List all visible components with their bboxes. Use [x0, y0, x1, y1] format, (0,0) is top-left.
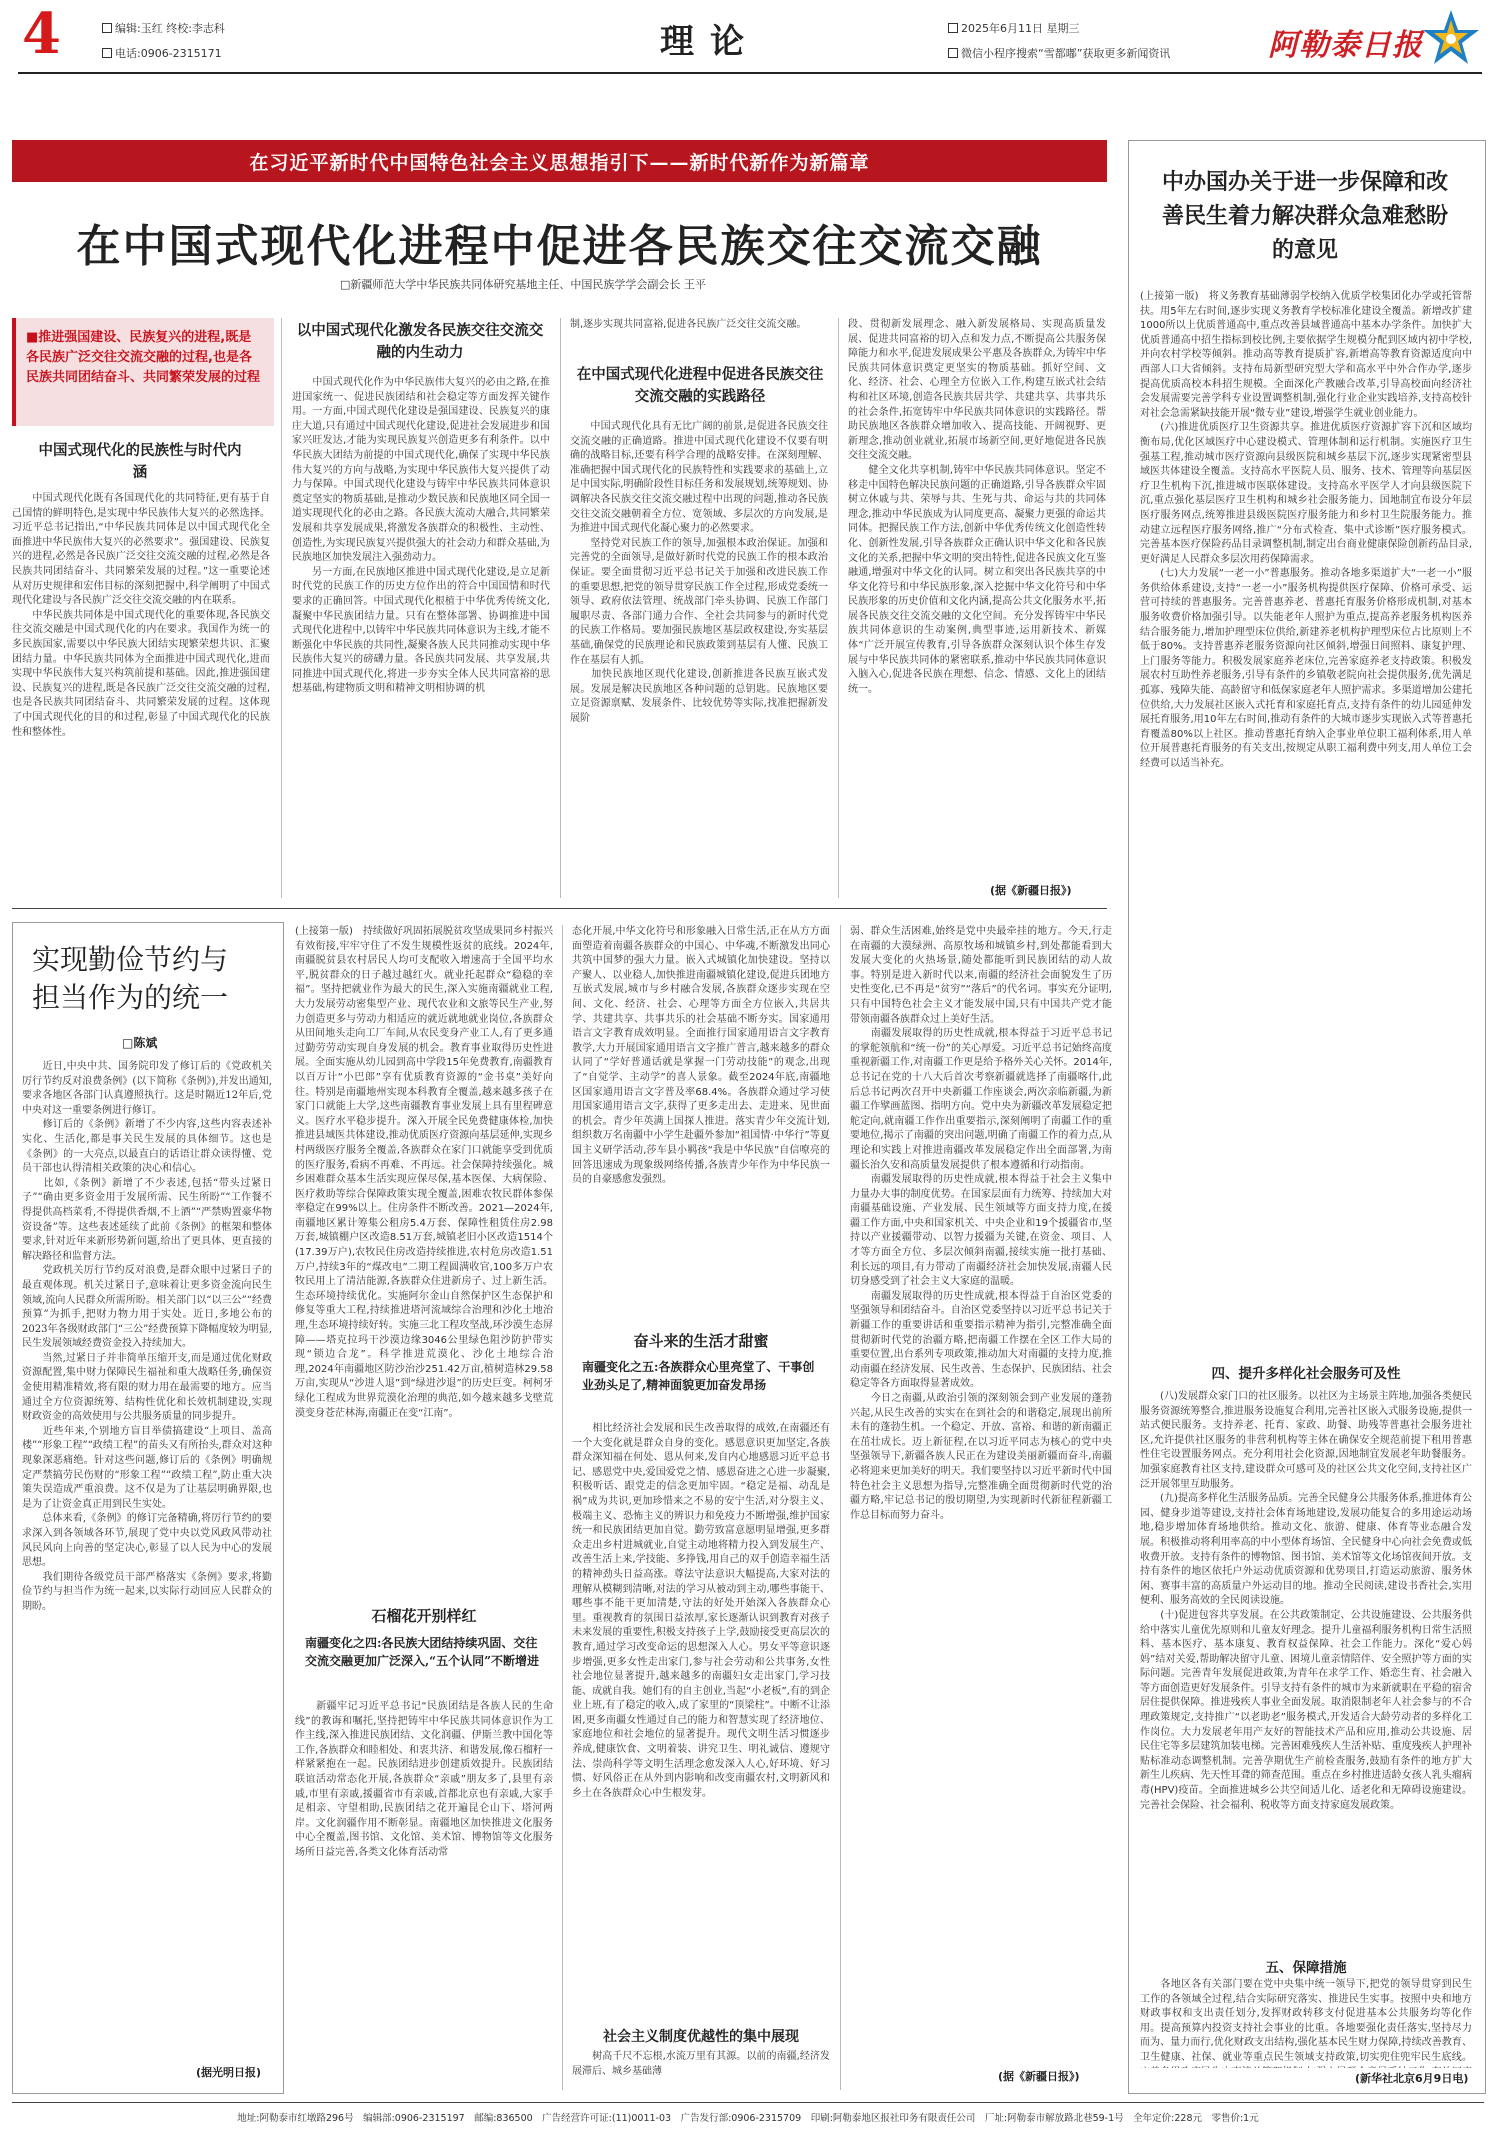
main-byline: □新疆师范大学中华民族共同体研究基地主任、中国民族学学会副会长 王平: [340, 278, 706, 291]
lead-struggle: 南疆变化之五:各族群众心里亮堂了、干事创业劲头足了,精神面貌更加奋发昂扬: [582, 1360, 815, 1392]
main-col3a-text: 制,逐步实现共同富裕,促进各民族广泛交往交流交融。: [570, 319, 807, 330]
col-divider: [840, 925, 841, 2090]
section-heading-2: 以中国式现代化激发各民族交往交流交融的内生动力: [296, 322, 544, 361]
star-logo-icon: [1420, 8, 1482, 70]
lower-credit: (据《新疆日报》): [998, 2070, 1080, 2083]
lower-col2-text: 态化开展,中华文化符号和形象融入日常生活,正在从方方面面塑造着南疆各族群众的中国心、中华魂,不断激发出同心共筑中国梦的强大力量。嵌入式城镇化加快建设。坚持以产聚人、以业稳人,加快推进南疆城镇化建设,促进兵团地方互嵌式发展,城市与乡村融合发展,各族群众逐步实现在空间、文化、经济、社会、心理等方面全方位嵌入,共居共学、共建共享、共事共乐的社会基础不断夯实。国家通用语言文字教育成效明显。全面推行国家通用语言文字教育教学,大力开展国家通用语言文字推广普言,越来越多的群众认同了“学好普通话就是掌握一门劳动技能”的观念,出现了“自觉学、主动学”的喜人景象。截至2024年底,南疆地区国家通用语言文字普及率68.4%。各族群众通过学习使用国家通用语言文字,获得了更多走出去、走进来、见世面的机会。青少年英满上国探人推进。落实青少年交流计划,组织数万名南疆中小学生赴疆外参加“祖国情·中华行”等夏国主义研学活动,莎车县小羁孩“我是中华民族”自信嘹亮的回答迅速成为现象级网络传播,各族青少年作为中华民族一员的自豪感愈发强烈。: [572, 926, 830, 1186]
pullquote-text: ■推进强国建设、民族复兴的进程,既是各民族广泛交往交流交融的过程,也是各民族共同团结奋斗、共同繁荣发展的过程: [26, 330, 261, 385]
masthead-rule: [18, 72, 1482, 74]
page-number: 4: [22, 1, 61, 67]
side-text-c: 各地区各有关部门要在党中央集中统一领导下,把党的领导贯穿到民生工作的各领域全过程,结合实际研究落实、推进民生实事。按照中央和地方财政事权和支出责任划分,发挥财政转移支付促进基本公共服务均等化作用。提高预算内投资支持社会事业的比重。各地要强化责任落实,坚持尽力而为、量力而行,优化财政支出结构,强化基本民生财力保障,持续改善教育、卫生健康、社保、就业等重点民生领域支持政策,切实兜住兜牢民生底线。: [1140, 1979, 1472, 2063]
side-heading-five: 五、保障措施: [1265, 1960, 1347, 1976]
section-title: 理论: [660, 22, 760, 62]
footer-text: 地址:阿勒泰市红墩路296号 编辑部:0906-2315197 邮编:836500 广告经营许可证:(11)0011-03 广告发行部:0906-2315709 印刷:阿勒泰地区报社印务有限责任公司 厂址:阿勒泰市解放路北巷59-1号 全年定价:228元 零售价:1元: [237, 2113, 1259, 2124]
commentary-credit: (据光明日报): [196, 2066, 262, 2079]
section-rule: [12, 908, 1107, 909]
lower-col2c-text: 树高千尺不忘根,水流万里有其源。以前的南疆,经济发展滞后、城乡基础薄: [572, 2051, 830, 2077]
lower-col1-text: (上接第一版) 持续做好巩固拓展脱贫攻坚成果同乡村振兴有效衔接,牢牢守住了不发生规模性返贫的底线。2024年,南疆脱贫县农村居民人均可支配收入增速高于全国平均水平,脱贫群众的日子越过越红火。就业托起群众“稳稳的幸福”。坚持把就业作为最大的民生,深入实施南疆就业工程,大力发展劳动密集型产业、现代农业和文旅等民生产业,努力创造更多与劳动力相适应的就近就地就业岗位,各族群众从田间地头走向工厂车间,从农民变身产业工人,有了更多通过勤劳劳动实现自身发展的机会。教育事业取得历史性进展。全面实施从幼儿园到高中学段15年免费教育,南疆教育以百万计“小巴郎”享有优质教育资源的“金书桌”美好向往。特别是南疆地州实现本科教育全覆盖,越来越多孩子在家门口就能上大学,这些南疆教育事业发展上具有里程碑意义。医疗水平稳步提升。深入开展全民免费健康体检,加快推进县域医共体建设,推动优质医疗资源向基层延伸,实现乡村两级医疗服务全覆盖,各族群众在家门口就能享受到优质的医疗服务,看病不再难、不再远。社会保障持续强化。城乡困难群众基本生活实现应保尽保,基本医保、大病保险、医疗救助等综合保障政策实现全覆盖,困难农牧民群体参保率稳定在99%以上。住房条件不断改善。2021—2024年,南疆地区累计筹集公租房5.4万套、保障性租赁住房2.98万套,城镇棚户区改造8.51万套,城镇老旧小区改造1514个(17.39万户),农牧民住房改造持续推进,农村危房改造1.51万户,持续3年的“煤改电”二期工程圆满收官,100多万户农牧民用上了清洁能源,各族群众住进新房子、过上新生活。生态环境持续优化。实施阿尔金山自然保护区生态保护和修复等重大工程,持续推进塔河流域综合治理和沙化土地治理,生态环境持续好转。实施三北工程攻坚战,环沙漠生态屏障——塔克拉玛干沙漠边缘3046公里绿色阻沙防护带实现“锁边合龙”。科学推进荒漠化、沙化土地综合治理,2024年南疆地区防沙治沙251.42万亩,植树造林29.58万亩,实现从“沙进人退”到“绿进沙退”的历史巨变。柯柯牙绿化工程成为世界荒漠化治理的典范,如今越来越多戈壁荒漠变身苍茫林海,南疆正在变“江南”。: [295, 926, 553, 1419]
paper-name: 阿勒泰日报: [1268, 28, 1423, 63]
lead-pomegranate: 南疆变化之四:各民族大团结持续巩固、交往交流交融更加广泛深入,“五个认同”不断增进: [305, 1636, 539, 1668]
pullquote: [12, 318, 274, 426]
phone-line: 电话:0906-2315171: [102, 45, 222, 61]
date-line: 2025年6月11日 星期三: [948, 20, 1080, 36]
main-col1-text: 中国式现代化既有各国现代化的共同特征,更有基于自己国情的鲜明特色,是实现中华民族伟大复兴的必然选择。习近平总书记指出,“中华民族共同体是以中国式现代化全面推进中华民族伟大复兴的必然要求”。强国建设、民族复兴的进程,必然是各民族广泛交往交流交融的过程,必然是各民族共同团结奋斗、共同繁荣发展的过程。”这一重要论述从对历史规律和宏伟目标的深刻把握中,科学阐明了中国式现代化建设与各民族广泛交往交流交融的内在联系。 中华民族共同体是中国式现代化的重要体现,各民族交往交流交融是中国式现代化的内在要求。我国作为统一的多民族国家,需要以中华民族大团结实现繁荣想共识、汇聚团结力量。中华民族共同体为全面推进中国式现代化,进而实现中华民族伟大复兴构筑前提和基础。因此,推进强国建设、民族复兴的进程,既是各民族广泛交往交流交融的过程,也是各民族共同团结奋斗、共同繁荣发展的过程。这体现了中国式现代化的目的和过程,彰显了中国式现代化的民族性和整体性。: [12, 493, 270, 738]
square-bullet-icon: [102, 48, 112, 58]
main-credit: (据《新疆日报》): [990, 884, 1072, 897]
square-bullet-icon: [948, 23, 958, 33]
wechat-line: 微信小程序搜索“雪都嘟”获取更多新闻资讯: [948, 45, 1170, 61]
heading-struggle: 奋斗来的生活才甜蜜: [633, 1332, 769, 1350]
main-col4-text: 段、贯彻新发展理念、融入新发展格局、实现高质量发展、促进共同富裕的切入点和发力点,不断提高公共服务保障能力和水平,促进发展成果公平惠及各族群众,为铸牢中华民族共同体意识奠定更坚实的物质基础。抓好空间、文化、经济、社会、心理全方位嵌入工作,构建互嵌式社会结构和社区环境,创造各民族共居共学、共建共享、共事共乐的社会条件,拓宽铸牢中华民族共同体意识的实践路径。帮助民族地区各族群众增加收入、提高技能、开阔视野、更新理念,推动创业就业,拓展市场新空间,更好地促进各民族交往交流交融。 健全文化共享机制,铸牢中华民族共同体意识。坚定不移走中国特色解决民族问题的正确道路,引导各族群众牢固树立休戚与共、荣辱与共、生死与共、命运与共的共同体理念,推动中华民族成为认同度更高、凝聚力更强的命运共同体。把握民族工作方法,创新中华优秀传统文化创造性转化、创新性发展,引导各族群众正确认识中华文化和各民族文化的关系,把握中华文明的突出特性,促进各民族文化互鉴融通,增强对中华文化的认同。树立和突出各民族共享的中华文化符号和中华民族形象,深入挖掘中华文化符号和中华民族形象的历史价值和文化内涵,提高公共文化服务水平,拓展各民族交往交流交融的文化空间。充分发挥铸牢中华民族共同体意识的生动案例,典型事迹,运用新技术、新媒体“广泛开展宣传教育,引导各族群众深刻认识个体生存发展与中华民族共同体的紧密联系,推动中华民族共同体意识入脑入心,促进各民族在理想、信念、情感、文化上的团结统一。: [848, 319, 1106, 695]
side-text-b: (八)发展群众家门口的社区服务。以社区为主场景主阵地,加强各类便民服务资源统筹整合,推进服务设施复合利用,完善社区嵌入式服务设施,提供一站式便民服务。支持养老、托育、家政、助餐、助残等普惠社会服务进社区,允许提供社区服务的非营利机构等主体在确保安全规范前提下租用普惠性住宅设置服务网点。充分利用社会化资源,因地制宜发展老年助餐服务。加强家庭教育社区支持,建设群众可感可及的社区公共文化空间,支持社区广泛开展邻里互助服务。 (九)提高多样化生活服务品质。完善全民健身公共服务体系,推进体育公园、健身步道等建设,支持社会体育场地建设,发展功能复合的多用途运动场地,稳步增加体育场地供给。推动文化、旅游、健康、体育等业态融合发展。积极推动将利用率高的中小型体育场馆、全民健身中心向社会免费或低收费开放。支持有条件的博物馆、图书馆、美术馆等文化场馆夜间开放。支持有条件的地区依托户外运动优质资源和优势项目,打造运动旅游、服务休闲、赛事丰富的高质量户外运动目的地。推动全民阅读,建设书香社会,实用便利、服务高效的全民阅读设施。 (十)促进包容共享发展。在公共政策制定、公共设施建设、公共服务供给中落实儿童优先原则和儿童友好理念。提升儿童福利服务机构日常生活照料、基本医疗、基本康复、教育权益保障、社会工作能力。深化“爱心妈妈”结对关爱,帮助解决留守儿童、困境儿童亲情陪伴、安全照护等方面的实际问题。完善青年发展促进政策,为青年在求学工作、婚恋生育、社会融入等方面创造更好发展条件。引导支持有条件的城市为来新就职在平稳的宿舍居住提供保障。推进残疾人事业全面发展。取消限制老年人社会参与的不合理政策规定,支持推广“以老助老”服务模式,开发适合大龄劳动者的多样化工作岗位。大力发展老年用产友好的智能技术产品和应用,推动公共设施、居民住宅等多层建筑加装电梯。完善困难残疾人生活补贴、重度残疾人护理补贴标准动态调整机制。完善孕期优生产前检查服务,鼓励有条件的地方扩大新生儿疾病、先天性耳聋的筛查范围。重点在乡村推进适龄女孩人乳头瘤病毒(HPV)疫苗。全面推进城乡公共空间适儿化、适老化和无障碍设施建设。完善社会保险、社会福利、税收等方面支持家庭发展政策。: [1140, 1391, 1472, 1811]
side-heading-four: 四、提升多样化社会服务可及性: [1211, 1366, 1401, 1382]
col-divider: [562, 925, 563, 2090]
square-bullet-icon: [102, 23, 112, 33]
commentary-author: □陈斌: [122, 1036, 158, 1050]
commentary-title-2: 担当作为的统一: [32, 981, 229, 1014]
banner: [12, 140, 1107, 182]
lower-col1b-text: 新疆牢记习近平总书记“民族团结是各族人民的生命线”的教诲和嘱托,坚持把铸牢中华民族共同体意识作为工作主线,深入推进民族团结、文化润疆、伊斯兰教中国化等工作,各族群众和睦相处、和衷共济、和谐发展,像石榴籽一样紧紧抱在一起。民族团结进步创建质效提升。民族团结联谊活动常态化开展,各族群众“亲戚”朋友多了,县里有亲戚,市里有亲戚,援疆省市有亲戚,首都北京也有亲戚,大家手足相亲、守望相助,民族团结之花开遍昆仑山下、塔河两岸。文化润疆作用不断彰显。南疆地区加快推进文化服务中心全覆盖,图书馆、文化馆、美术馆、博物馆等文化服务场所日益完善,各类文化体育活动常: [295, 1701, 553, 1858]
side-text-a: (上接第一版) 将义务教育基础薄弱学校纳入优质学校集团化办学或托管帮扶。用5年左右时间,逐步实现义务教育学校标准化建设全覆盖。新增改扩建1000所以上优质普通高中,重点改善县域普通高中基本办学条件。加快扩大优质普通高中招生指标到校比例,主要依据学生规模分配到区域内初中学校,并向农村学校等倾斜。推动高等教育提质扩容,新增高等教育资源适度向中西部人口大省倾斜。支持布局新型研究型大学和高水平中外合作办学,逐步提高优质高校本科招生规模。全面深化产教融合改革,引导高校面向经济社会发展需要完善学科专业设置调整机制,强化行业企业实践培养,支持高校针对社会急需紧缺技能开展“微专业”建设,增强学生就业创业能力。 (六)推进优质医疗卫生资源共享。推进优质医疗资源扩容下沉和区域均衡布局,优化区域医疗中心建设模式、管理体制和运行机制。实施医疗卫生强基工程,推动城市医疗资源向县级医院和城乡基层下沉,逐步实现紧密型县域医共体建设全覆盖。支持高水平医院人员、服务、技术、管理等向基层医疗卫生机构下沉,推进城市医联体建设。支持高水平医学人才向县级医院下沉,重点强化基层医疗卫生机构和城乡社会服务能力、国地制宜布设分年层医疗服务网点,统筹推进县级医院医疗服务能力和乡村卫生院服务能力。推动建立远程医疗服务网络,推广“分布式检查、集中式诊断”医疗服务模式。完善基本医疗保险药品目录调整机制,制定出台商业健康保险创新药品目录,更好满足人民群众多层次用药保障需求。 (七)大力发展“一老一小”普惠服务。推动各地多渠道扩大“一老一小”服务供给体系建设,支持“一老一小”服务机构提供医疗保障、价格可承受、运营可持续的普惠服务。完善普惠养老、普惠托育服务价格形成机制,对基本服务收费价格加强引导。以失能老年人照护为重点,提高养老服务机构医养结合服务能力,增加护理型床位供给,新建养老机构护理型床位占比原则上不低于80%。支持普惠养老服务资源向社区倾斜,增强日间照料、康复护理、上门服务等能力。积极发展家庭养老床位,完善家庭养老支持政策。积极发展农村互助性养老服务,引导有条件的乡镇敬老院向社会提供服务,优先满足孤寡、残障失能、高龄留守和低保家庭老年人照护需求。多渠道增加公建托位供给,大力发展社区嵌入式托育和家庭托育点,支持有条件的幼儿园延伸发展托育服务,用10年左右时间,推动有条件的大城市逐步实现嵌入式等普惠托育覆盖80%以上社区。推动普惠托育纳入企事业单位职工福利体系,用人单位开展普惠托育服务的有关支出,按规定从职工福利费中列支,用人单位工会经费可以适当补充。: [1140, 291, 1472, 769]
col-divider: [560, 318, 561, 898]
banner-text: 在习近平新时代中国特色社会主义思想指引下——新时代新作为新篇章: [249, 152, 870, 174]
commentary-text: 近日,中央中共、国务院印发了修订后的《党政机关厉行节约反对浪费条例》(以下简称《条例》),并发出通知,要求各地区各部门认真遵照执行。这是时隔近12年后,党中央对这一重要条例进行修订。 修订后的《条例》新增了不少内容,这些内容表述补实化、生活化,都是事关民生发展的具体细节。这也是《条例》的一大亮点,以最直白的话语让群众读得懂、党员干部也认得清相关政策的决心和信心。 比如,《条例》新增了不少表述,包括“带头过紧日子”“确由更多资金用于发展所需、民生所盼”“工作餐不得提供高档菜肴,不得提供香烟,不上酒”“严禁购置豪华物资设备”等。这些表述延续了此前《条例》的框架和整体要求,针对近年来新形势新问题,给出了更具体、更直接的解决路径和监督方法。 党政机关厉行节约反对浪费,是群众眼中过紧日子的最直观体现。机关过紧日子,意味着让更多资金流向民生领域,流向人民群众所需所盼。相关部门以“以三公”“经费预算”为抓手,把财力物力用于实处。近日,多地公布的2023年各级财政部门“三公”经费预算下降幅度较为明显,民生发展领域经费资金投入持续加大。 当然,过紧日子并非简单压缩开支,而是通过优化财政资源配置,集中财力保障民生福祉和重大战略任务,确保资金使用精准精效,将有限的财力用在最需要的地方。应当通过全方位资源统筹、结构性优化和长效机制建设,实现财政资金的高效使用与公共服务质量的同步提升。 近些年来,个别地方盲目举债搞建设“上项目、盖高楼”“形象工程”“政绩工程”的苗头又有所抬头,群众对这种现象深恶痛绝。针对这些问题,修订后的《条例》明确规定严禁搞劳民伤财的“形象工程”“政绩工程”,防止重大决策失误造成严重浪费。这不仅是为了让基层明确界限,也是为了让资金真正用到民生实处。 总体来看,《条例》的修订完备精确,将厉行节约的要求深入到各领域各环节,展现了党中央以党风政风带动社风民风向上向善的坚定决心,彰显了以人民为中心的发展思想。 我们期待各级党员干部严格落实《条例》要求,将勤俭节约与担当作为统一起来,以实际行动回应人民群众的期盼。: [22, 1061, 272, 1612]
section-heading-3: 在中国式现代化进程中促进各民族交往交流交融的实践路径: [576, 366, 824, 405]
lower-col3-text: 弱、群众生活困难,始终是党中央最牵挂的地方。今天,行走在南疆的大漠绿洲、高原牧场和城镇乡村,到处都能看到大发展大变化的火热场景,随处都能听到民族团结的动人故事。特别是进入新时代以来,南疆的经济社会面貌发生了历史性变化,已不再是“贫穷”“落后”的代名词。事实充分证明,只有中国特色社会主义才能发展中国,只有中国共产党才能带领南疆各族群众过上美好生活。 南疆发展取得的历史性成就,根本得益于习近平总书记的掌舵领航和“统一份”的关心厚爱。习近平总书记始终高度重视新疆工作,对南疆工作更是给予格外关心关怀。2014年,总书记在党的十八大后首次考察新疆就选择了南疆喀什,此后总书记两次召开中央新疆工作座谈会,两次亲临新疆,为新疆工作擘画蓝图、指明方向。党中央为新疆改革发展稳定把舵定向,就南疆工作作出重要指示,深刻阐明了南疆工作的重要地位,揭示了南疆的突出问题,明确了南疆工作的着力点,从理论和实践上对推进南疆改革发展稳定作出全面部署,为南疆长治久安和高质量发展提供了根本遵循和行动指南。 南疆发展取得的历史性成就,根本得益于社会主义集中力量办大事的制度优势。在国家层面有力统筹、持续加大对南疆基础设施、产业发展、民生领域等方面支持力度,在援疆工作方面,中央和国家机关、中央企业和19个援疆省市,坚持以产业援疆带动、以智力援疆为关键,在资金、项目、人才等方面全方位、多层次倾斜南疆,接续实施一批打基础、利长远的项目,有力带动了南疆经济社会加快发展,南疆人民切身感受到了社会主义大家庭的温暖。 南疆发展取得的历史性成就,根本得益于自治区党委的坚强领导和团结奋斗。自治区党委坚持以习近平总书记关于新疆工作的重要讲话和重要指示精神为指引,完整准确全面贯彻新时代党的治疆方略,把南疆工作摆在全区工作大局的重要位置,出台系列专项政策,推动加大对南疆的支持力度,推动南疆在经济发展、民生改善、生态保护、民族团结、社会稳定等各方面取得显著成效。 今日之南疆,从政治引领的深刻领会到产业发展的蓬勃兴起,从民生改善的实实在在到社会的和谐稳定,展现出前所未有的蓬勃生机。一个稳定、开放、富裕、和谐的新南疆正在茁壮成长。迈上新征程,在以习近平同志为核心的党中央坚强领导下,新疆各族人民正在为建设美丽新疆而奋斗,南疆必将迎来更加美好的明天。我们要坚持以习近平新时代中国特色社会主义思想为指导,完整准确全面贯彻新时代党的治疆方略,牢记总书记的殷切期望,为实现新时代新征程新疆工作总目标而努力奋斗。: [850, 926, 1112, 1521]
col-divider: [838, 318, 839, 898]
lower-col2b-text: 相比经济社会发展和民生改善取得的成效,在南疆还有一个大变化就是群众自身的变化。感恩意识更加坚定,各族群众深知福在何处、恩从何来,发自内心地感恩习近平总书记、感恩党中央,爱国爱党之情、感恩奋进之心进一步凝聚,积极听话、跟党走的信念更加牢固。“稳定是福、动乱是祸”成为共识,更加珍惜来之不易的安宁生活,对分裂主义、极端主义、恐怖主义的辨识力和免疫力不断增强,维护国家统一和民族团结更加自觉。勤劳致富意愿明显增强,更多群众走出乡村进城就业,自觉主动地将精力投入到发展生产、改善生活上来,学技能、多挣钱,用自己的双手创造幸福生活的精神劲头日益高涨。尊法守法意识大幅提高,大家对法的理解从模糊到清晰,对法的学习从被动到主动,哪些事能干、哪些事不能干更加清楚,守法的好处开始深入各族群众心里。重视教育的氛围日益浓厚,家长逐渐认识到教育对孩子未来发展的重要性,积极支持孩子上学,鼓励接受更高层次的教育,通过学习改变命运的思想深入人心。男女平等意识逐步增强,更多女性走出家门,参与社会劳动和公共事务,女性社会地位显著提升,越来越多的南疆妇女走出家门,学习技能、成就自我。她们有的自主创业,当起“小老板”,有的到企业上班,有了稳定的收入,成了家里的“顶梁柱”。中断不让添困,更多南疆女性通过自己的能力和智慧实现了经济地位、家庭地位和社会地位的显著提升。现代文明生活习惯逐步养成,健康饮食、文明着装、讲究卫生、明礼诚信、遵规守法、崇尚科学等文明生活理念愈发深入人心,好环境、好习惯、好风俗正在从外到内影响和改变南疆农村,文明新风和乡土在各族群众心中生根发芽。: [572, 1423, 830, 1799]
side-credit: (新华社北京6月9日电): [1355, 2072, 1469, 2085]
heading-pomegranate: 石榴花开别样红: [371, 1607, 477, 1625]
main-title: 在中国式现代化进程中促进各民族交往交流交融: [76, 221, 1043, 272]
side-title: 中办国办关于进一步保障和改善民生着力解决群众急难愁盼的意见: [1161, 169, 1448, 263]
editor-line: 编辑:玉红 终校:李志科: [102, 20, 225, 36]
masthead: [0, 0, 1500, 75]
footer-rule: [12, 2102, 1484, 2103]
main-col2-text: 中国式现代化作为中华民族伟大复兴的必由之路,在推进国家统一、促进民族团结和社会稳定等方面发挥关键作用。一方面,中国式现代化建设是强国建设、民族复兴的康庄大道,只有通过中国式现代化建设,促进社会发展进步和国家兴旺发达,才能为实现民族复兴创造更多有利条件。以中华民族大团结为前提的中国式现代化,确保了实现中华民族伟大复兴的方向与战略,为实现中华民族伟大复兴提供了动力与保障。中国式现代化建设与铸牢中华民族共同体意识奠定坚实的物质基础,是推动少数民族和民族地区同全国一道实现现代化的必由之路。各民族大流动大融合,共同繁荣发展和共享发展成果,将激发各族群众的积极性、主动性、创造性,为实现民族复兴提供强大的社会动力和群众基础,为民族地区加快发展注入强劲动力。 另一方面,在民族地区推进中国式现代化建设,是立足新时代党的民族工作的历史方位作出的符合中国国情和时代要求的正确回答。中国式现代化根植于中华优秀传统文化,凝聚中华民族团结力量。只有在整体部署、协调推进中国式现代化进程中,以铸牢中华民族共同体意识为主线,才能不断强化中华民族的共同性,凝聚各族人民共同推动实现中华民族伟大复兴的磅礴力量。各民族共同发展、共享发展,共同推进中国式现代化,将进一步夯实全体人民共同富裕的思想基础,构建物质文明和精神文明相协调的机: [292, 377, 550, 695]
main-col3b-text: 中国式现代化具有无比广阔的前景,是促进各民族交往交流交融的正确道路。推进中国式现代化建设不仅要有明确的战略目标,还要有科学合理的战略安排。在深刻理解、准确把握中国式现代化的民族特性和实践要求的基础上,立足中国实际,明确阶段性目标任务和发展规划,统筹规划、协调解决各民族交往交流交融过程中出现的问题,推动各民族交往交流交融朝着全方位、宽领域、多层次的方向发展,是为推进中国式现代化凝心聚力的必然要求。 坚持党对民族工作的领导,加强根本政治保证。加强和完善党的全面领导,是做好新时代党的民族工作的根本政治保证。要全面贯彻习近平总书记关于加强和改进民族工作的重要思想,把党的领导贯穿民族工作全过程,形成党委统一领导、政府依法管理、统战部门牵头协调、民族工作部门履职尽责、各部门通力合作、全社会共同参与的新时代党的民族工作格局。要加强民族地区基层政权建设,夯实基层基础,确保党的民族理论和民族政策到基层有人懂、民族工作在基层有人抓。 加快民族地区现代化建设,创新推进各民族互嵌式发展。发展是解决民族地区各种问题的总钥匙。民族地区要立足资源禀赋、发展条件、比较优势等实际,找准把握新发展阶: [570, 421, 828, 724]
col-divider: [281, 318, 282, 898]
square-bullet-icon: [948, 48, 958, 58]
section-heading-1: 中国式现代化的民族性与时代内涵: [38, 442, 242, 481]
commentary-title-1: 实现勤俭节约与: [32, 943, 229, 976]
heading-socialism: 社会主义制度优越性的集中展现: [603, 2029, 799, 2045]
